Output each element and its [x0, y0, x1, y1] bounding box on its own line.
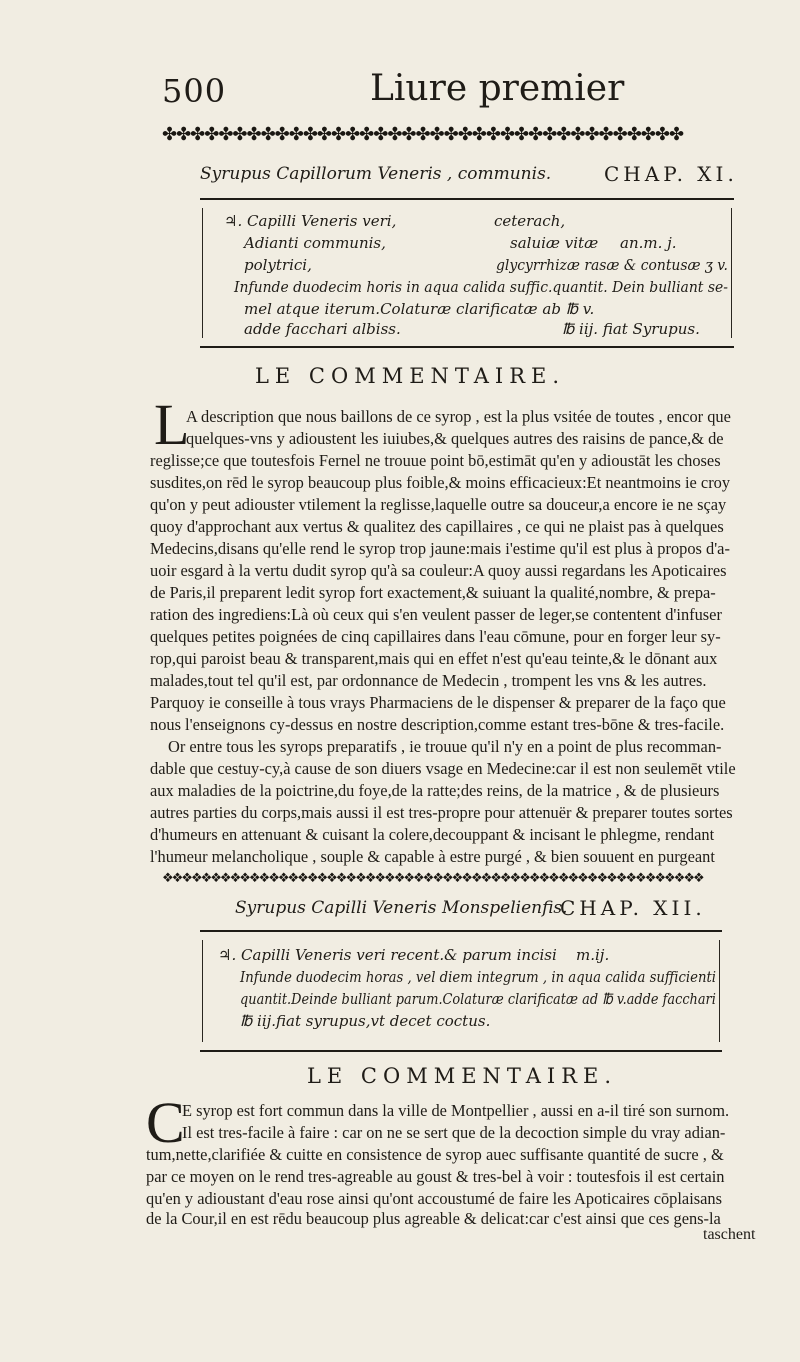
chapter-11-caption: Syrupus Capillorum Veneris , communis.	[200, 164, 552, 184]
body-line: rop,qui paroist beau & transparent,mais qui en effet n'est qu'eau teinte,& le dōnant aux	[150, 649, 718, 668]
recipe-line: ♃. Capilli Veneris veri recent.& parum incisi	[218, 946, 557, 964]
body-line: l'humeur melancholique , souple & capable à estre purgé , & bien souuent en purgeant	[150, 847, 715, 866]
body-line: qu'on y peut adiouster vtilement la reglisse,laquelle outre sa douceur,a encore ie ne sçay	[150, 495, 727, 514]
recipe-rule-right	[719, 940, 720, 1042]
page-number: 500	[162, 72, 227, 110]
body-line: de la Cour,il en est rēdu beaucoup plus agreable & delicat:car c'est ainsi que ces gens-la	[146, 1209, 721, 1228]
body-line: qu'en y adioustant d'eau rose ainsi qu'ont accoustumé de faire les Apoticaires cōplaisans	[146, 1189, 722, 1208]
recipe-line: saluiæ vitæ	[510, 234, 599, 252]
recipe-line: ℔ iij.fiat syrupus,vt decet coctus.	[240, 1012, 491, 1030]
commentary-heading: LE COMMENTAIRE.	[306, 1064, 618, 1088]
recipe-line: ♃. Capilli Veneris veri,	[224, 212, 397, 230]
body-line: reglisse;ce que toutesfois Fernel ne trouue point bō,estimāt qu'en y adioustāt les choses	[150, 451, 721, 470]
body-line: dable que cestuy-cy,à cause de son diuers vsage en Medecine:car il est non seulemēt vtile	[150, 759, 736, 778]
running-title: Liure premier	[370, 68, 625, 109]
body-line: ration des ingrediens:Là où ceux qui s'en veulent passer de leger,se contentent d'infuser	[150, 605, 722, 624]
recipe-line: adde facchari albiss.	[244, 320, 401, 338]
commentary-heading: LE COMMENTAIRE.	[254, 364, 566, 388]
recipe-rule-left	[202, 940, 203, 1042]
recipe-line: m.ij.	[576, 946, 610, 964]
recipe-line: glycyrrhizæ rasæ & contusæ ʒ v.	[496, 256, 728, 274]
recipe-rule-left	[202, 208, 203, 338]
catchword: taschent	[703, 1226, 756, 1243]
body-line: malades,tout tel qu'il est, par ordonnance de Medecin , trompent les vns & les autres.	[150, 671, 707, 690]
body-line: autres parties du corps,mais aussi il est tres-propre pour attenuër & preparer toutes sortes	[150, 803, 733, 822]
drop-cap: L	[154, 392, 190, 457]
recipe-line: Adianti communis,	[244, 234, 386, 252]
ornament-band: ✤✤✤✤✤✤✤✤✤✤✤✤✤✤✤✤✤✤✤✤✤✤✤✤✤✤✤✤✤✤✤✤✤✤✤✤✤	[162, 124, 684, 145]
body-line: Or entre tous les syrops preparatifs , ie trouue qu'il n'y en a point de plus recomman-	[168, 737, 722, 756]
recipe-box	[200, 198, 734, 348]
body-line: A description que nous baillons de ce syrop , est la plus vsitée de toutes , encor que	[186, 407, 731, 426]
recipe-line: quantit.Deinde bulliant parum.Colaturæ clarificatæ ad ℔ v.adde facchari	[240, 990, 716, 1008]
body-line: uoir esgard à la vertu dudit syrop qu'à sa couleur:A quoy aussi regardans les Apoticaires	[150, 561, 727, 580]
body-line: quelques petites poignées de cinq capillaires dans l'eau cōmune, pour en forger leur sy-	[150, 627, 721, 646]
body-line: nous l'enseignons cy-dessus en nostre description,comme estant tres-bōne & tres-facile.	[150, 715, 725, 734]
body-line: par ce moyen on le rend tres-agreable au goust & tres-bel à voir : toutesfois il est certain	[146, 1167, 725, 1186]
body-line: Parquoy ie conseille à tous vrays Pharmaciens de le dispenser & preparer de la faço que	[150, 693, 726, 712]
body-line: de Paris,il preparent ledit syrop fort exactement,& suiuant la qualité,nombre, & prepa-	[150, 583, 716, 602]
recipe-line: ℔ iij. fiat Syrupus.	[562, 320, 700, 338]
chapter-12-caption: Syrupus Capilli Veneris Monspelienfis.	[235, 898, 568, 918]
body-line: Medecins,disans qu'elle rend le syrop trop jaune:mais i'estime qu'il est plus à propos d'a-	[150, 539, 730, 558]
recipe-box	[200, 930, 722, 1052]
body-line: E syrop est fort commun dans la ville de Montpellier , aussi en a-il tiré son surnom.	[182, 1101, 730, 1120]
body-line: susdites,on rēd le syrop beaucoup plus foible,& moins efficacieux:Et neantmoins ie croy	[150, 473, 731, 492]
recipe-line: Infunde duodecim horas , vel diem integrum , in aqua calida sufficienti	[240, 968, 717, 986]
body-line: d'humeurs en attenuant & cuisant la colere,decouppant & incisant le phlegme, rendant	[150, 825, 715, 844]
recipe-rule-right	[731, 208, 732, 338]
body-line: Il est tres-facile à faire : car on ne se sert que de la decoction simple du vray adian-	[182, 1123, 726, 1142]
drop-cap: C	[146, 1090, 185, 1155]
recipe-line: an.m. j.	[620, 234, 677, 252]
recipe-line: Infunde duodecim horis in aqua calida suffic.quantit. Dein bulliant se-	[234, 278, 728, 296]
body-line: quelques-vns y adioustent les iuiubes,& quelques autres des raisins de pance,& de	[186, 429, 724, 448]
chapter-11-heading	[200, 162, 772, 190]
body-line: aux maladies de la poictrine,du foye,de la ratte;des reins, de la matrice , & de plusieurs	[150, 781, 720, 800]
chapter-12-number: CHAP. XII.	[560, 896, 706, 920]
body-line: quoy d'approchant aux vertus & qualitez des capillaires , ce qui ne plaist pas à quelques	[150, 517, 724, 536]
body-line: tum,nette,clarifiée & cuitte en consistence de syrop auec suffisante quantité de sucre , &	[146, 1145, 724, 1164]
ornament-band-small: ❖❖❖❖❖❖❖❖❖❖❖❖❖❖❖❖❖❖❖❖❖❖❖❖❖❖❖❖❖❖❖❖❖❖❖❖❖❖❖❖❖❖❖❖❖❖❖❖❖❖❖❖❖❖❖❖	[162, 871, 703, 886]
recipe-line: polytrici,	[244, 256, 312, 274]
recipe-line: ceterach,	[494, 212, 566, 230]
chapter-11-number: CHAP. XI.	[604, 162, 738, 186]
recipe-line: mel atque iterum.Colaturæ clarificatæ ab ℔ v.	[244, 300, 595, 318]
running-head	[0, 66, 800, 110]
chapter-12-heading	[235, 896, 800, 924]
